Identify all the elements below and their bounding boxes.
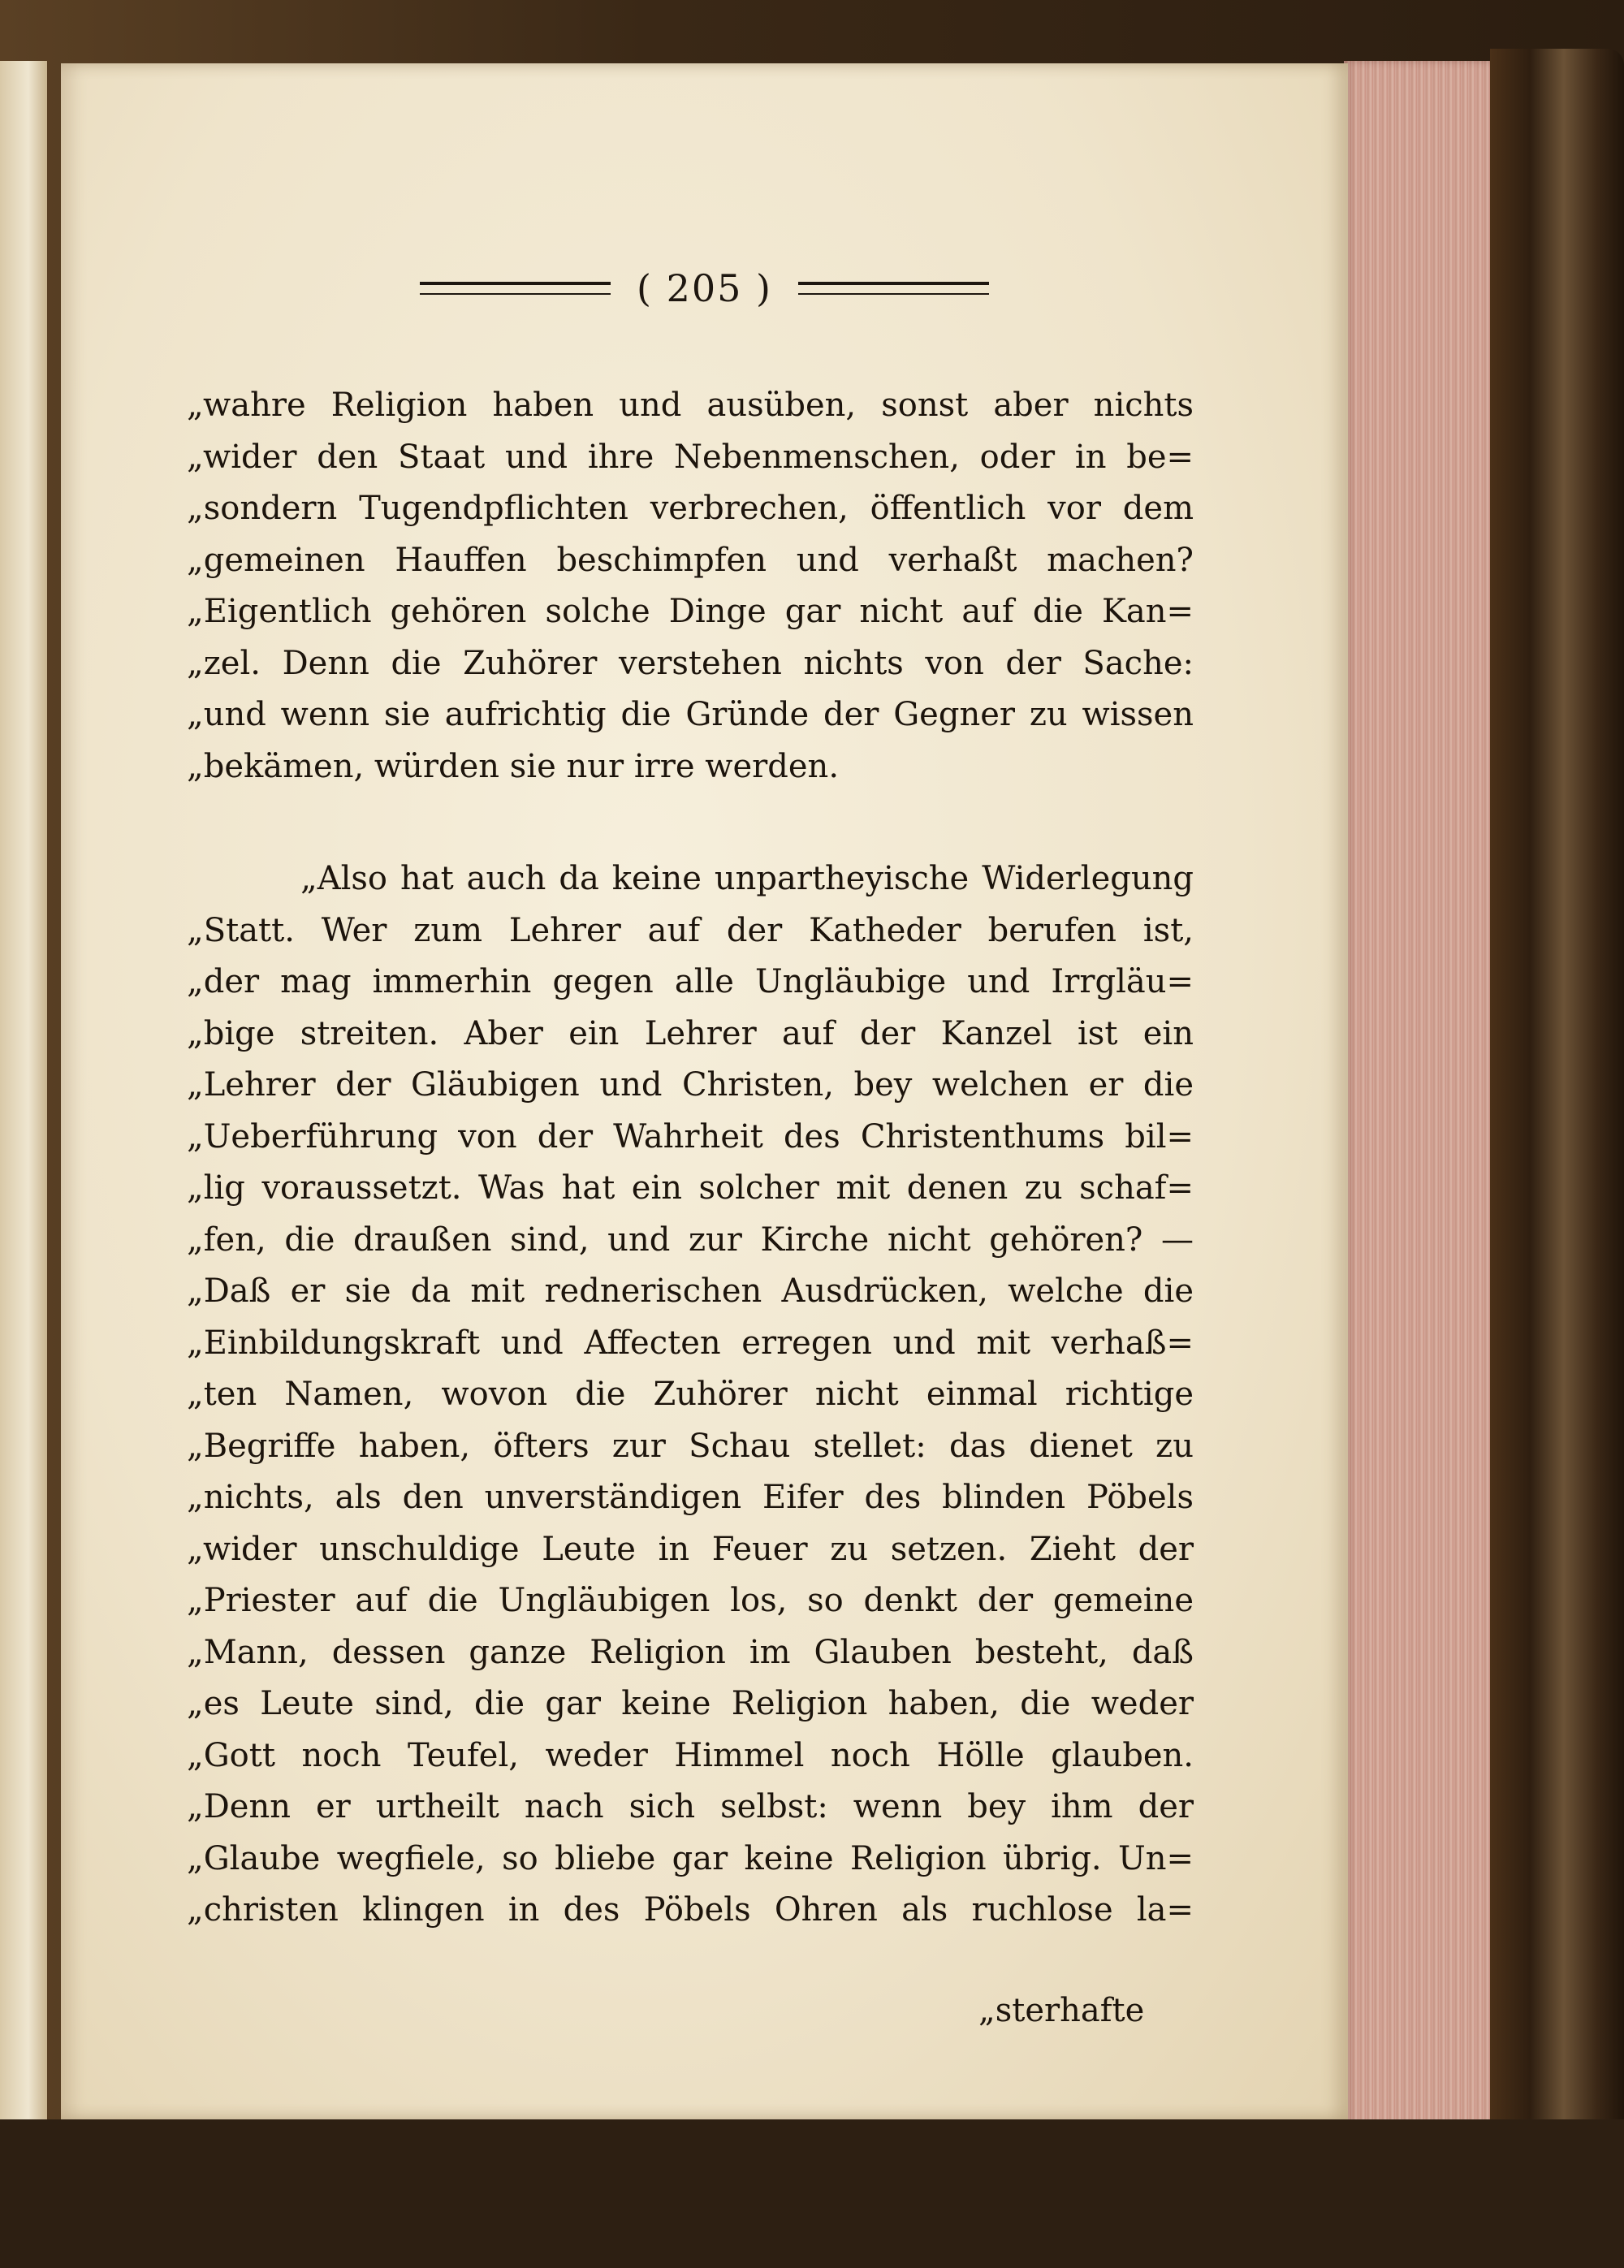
catchword: „sterhafte <box>978 1992 1145 2029</box>
text-line: „der mag immerhin gegen alle Ungläubige und Irrgläu= <box>187 963 1194 1000</box>
text-line: „bekämen, würden sie nur irre werden. <box>187 747 840 785</box>
text-line: „ten Namen, wovon die Zuhörer nicht einmal richtige <box>187 1376 1194 1413</box>
text-line: „Priester auf die Ungläubigen los, so denkt der gemeine <box>187 1582 1194 1619</box>
page-block-edge <box>1344 61 1490 2140</box>
text-line: „Eigentlich gehören solche Dinge gar nicht auf die Kan= <box>187 593 1194 630</box>
facing-page-edge <box>0 61 47 2123</box>
text-line: „zel. Denn die Zuhörer verstehen nichts von der Sache: <box>187 644 1194 682</box>
text-line: „wahre Religion haben und ausüben, sonst aber nichts <box>187 387 1194 424</box>
text-line: „und wenn sie aufrichtig die Gründe der Gegner zu wissen <box>187 696 1194 733</box>
text-line: „Also hat auch da keine unpartheyische Widerlegung <box>300 860 1194 897</box>
paragraph-gap <box>187 793 1194 853</box>
text-line: „Mann, dessen ganze Religion im Glauben besteht, daß <box>187 1633 1194 1671</box>
text-line: „Ueberführung von der Wahrheit des Christenthums bil= <box>187 1117 1194 1156</box>
header-rule-left <box>420 282 611 295</box>
text-line: „Statt. Wer zum Lehrer auf der Katheder berufen ist, <box>187 911 1194 949</box>
header-rule-right <box>798 282 989 295</box>
text-line: „sondern Tugendpflichten verbrechen, öffentlich vor dem <box>187 490 1194 527</box>
text-line: „gemeinen Hauffen beschimpfen und verhaßt machen? <box>187 541 1194 579</box>
book-page <box>61 63 1348 2119</box>
text-line: „bige streiten. Aber ein Lehrer auf der Kanzel ist ein <box>187 1014 1194 1052</box>
text-line: „es Leute sind, die gar keine Religion haben, die weder <box>187 1685 1194 1722</box>
text-line: „Begriffe haben, öfters zur Schau stellet: das dienet zu <box>187 1427 1194 1465</box>
background-shadow <box>0 2119 1624 2268</box>
text-line: „Einbildungskraft und Affecten erregen und mit verhaß= <box>187 1324 1194 1362</box>
body-text <box>187 380 1194 1937</box>
text-line: „christen klingen in des Pöbels Ohren als ruchlose la= <box>187 1891 1194 1929</box>
page-header <box>61 266 1348 310</box>
text-line: „Glaube wegfiele, so bliebe gar keine Religion übrig. Un= <box>187 1839 1194 1877</box>
text-line: „fen, die draußen sind, und zur Kirche nicht gehören? — <box>187 1220 1194 1259</box>
text-line: „Denn er urtheilt nach sich selbst: wenn bey ihm der <box>187 1788 1194 1825</box>
text-line: „wider den Staat und ihre Nebenmenschen, oder in be= <box>187 438 1194 476</box>
text-line: „Lehrer der Gläubigen und Christen, bey welchen er die <box>187 1066 1194 1104</box>
book-binding <box>1490 49 1624 2160</box>
text-line: „Gott noch Teufel, weder Himmel noch Hölle glauben. <box>187 1736 1194 1774</box>
text-line: „nichts, als den unverständigen Eifer des blinden Pöbels <box>187 1479 1194 1516</box>
page-number: ( 205 ) <box>637 266 772 310</box>
text-line: „wider unschuldige Leute in Feuer zu setzen. Zieht der <box>187 1530 1194 1568</box>
text-line: „lig voraussetzt. Was hat ein solcher mit denen zu schaf= <box>187 1169 1194 1207</box>
text-line: „Daß er sie da mit rednerischen Ausdrücken, welche die <box>187 1272 1194 1310</box>
